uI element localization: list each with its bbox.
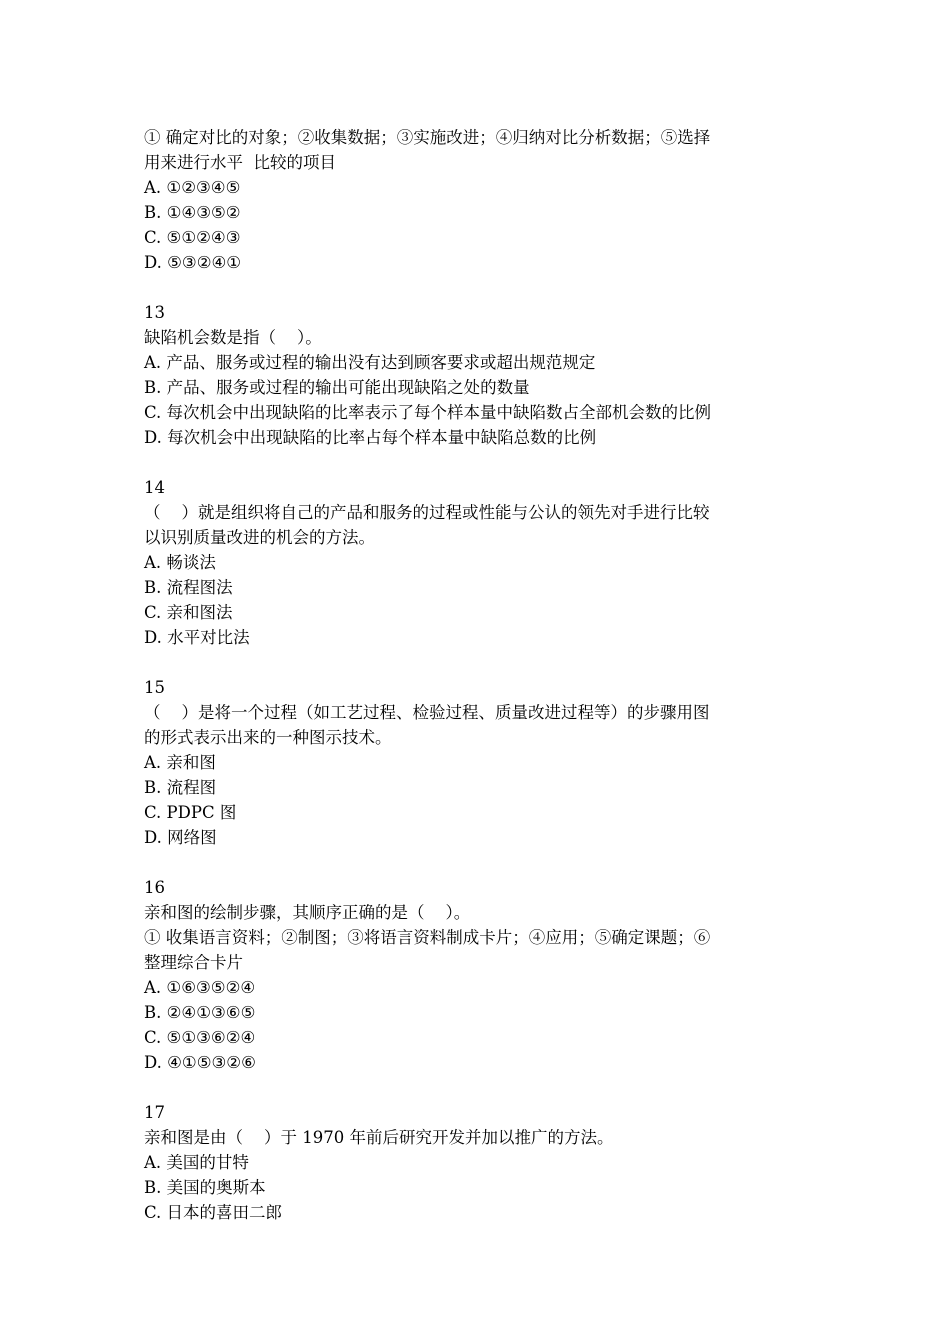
question-stem-line: （ ）就是组织将自己的产品和服务的过程或性能与公认的领先对手进行比较 <box>144 503 710 522</box>
option-c: C. ⑤①③⑥②④ <box>144 1028 256 1047</box>
question-stem-line: ① 收集语言资料；②制图；③将语言资料制成卡片；④应用；⑤确定课题；⑥ <box>144 928 711 947</box>
question-stem-line: 亲和图是由（ ）于 1970 年前后研究开发并加以推广的方法。 <box>144 1128 614 1147</box>
option-c: C. 每次机会中出现缺陷的比率表示了每个样本量中缺陷数占全部机会数的比例 <box>144 403 712 422</box>
question-list <box>144 125 809 1250</box>
option-c: C. 亲和图法 <box>144 603 233 622</box>
option-c: C. PDPC 图 <box>144 803 237 822</box>
option-b: B. ①④③⑤② <box>144 203 241 222</box>
question-number: 13 <box>144 303 165 322</box>
option-d: D. 每次机会中出现缺陷的比率占每个样本量中缺陷总数的比例 <box>144 428 597 447</box>
question-number: 16 <box>144 878 165 897</box>
option-d: D. ④①⑤③②⑥ <box>144 1053 256 1072</box>
question-block <box>144 1100 809 1225</box>
question-number: 15 <box>144 678 165 697</box>
option-d: D. ⑤③②④① <box>144 253 242 272</box>
option-b: B. ②④①③⑥⑤ <box>144 1003 256 1022</box>
question-block <box>144 675 809 850</box>
question-block <box>144 875 809 1075</box>
option-c: C. ⑤①②④③ <box>144 228 241 247</box>
option-d: D. 网络图 <box>144 828 217 847</box>
question-stem-line: 的形式表示出来的一种图示技术。 <box>144 728 392 747</box>
question-block <box>144 300 809 450</box>
question-stem-line: （ ）是将一个过程（如工艺过程、检验过程、质量改进过程等）的步骤用图 <box>144 703 710 722</box>
option-d: D. 水平对比法 <box>144 628 250 647</box>
option-b: B. 产品、服务或过程的输出可能出现缺陷之处的数量 <box>144 378 530 397</box>
question-stem-line: 缺陷机会数是指（ ）。 <box>144 328 322 347</box>
option-a: A. 畅谈法 <box>144 553 216 572</box>
option-a: A. 产品、服务或过程的输出没有达到顾客要求或超出规范规定 <box>144 353 596 372</box>
question-stem-line: 以识别质量改进的机会的方法。 <box>144 528 375 547</box>
option-c: C. 日本的喜田二郎 <box>144 1203 283 1222</box>
option-a: A. ①⑥③⑤②④ <box>144 978 256 997</box>
option-a: A. 美国的甘特 <box>144 1153 249 1172</box>
question-stem-line: 用来进行水平 比较的项目 <box>144 153 336 172</box>
question-block <box>144 125 809 275</box>
question-block <box>144 475 809 650</box>
question-stem-line: 亲和图的绘制步骤，其顺序正确的是（ ）。 <box>144 903 471 922</box>
option-b: B. 流程图 <box>144 778 217 797</box>
option-a: A. 亲和图 <box>144 753 216 772</box>
option-b: B. 流程图法 <box>144 578 233 597</box>
option-b: B. 美国的奥斯本 <box>144 1178 266 1197</box>
question-stem-line: 整理综合卡片 <box>144 953 243 972</box>
option-a: A. ①②③④⑤ <box>144 178 241 197</box>
question-stem-line: ① 确定对比的对象；②收集数据；③实施改进；④归纳对比分析数据；⑤选择 <box>144 128 711 147</box>
question-number: 17 <box>144 1103 165 1122</box>
question-number: 14 <box>144 478 165 497</box>
